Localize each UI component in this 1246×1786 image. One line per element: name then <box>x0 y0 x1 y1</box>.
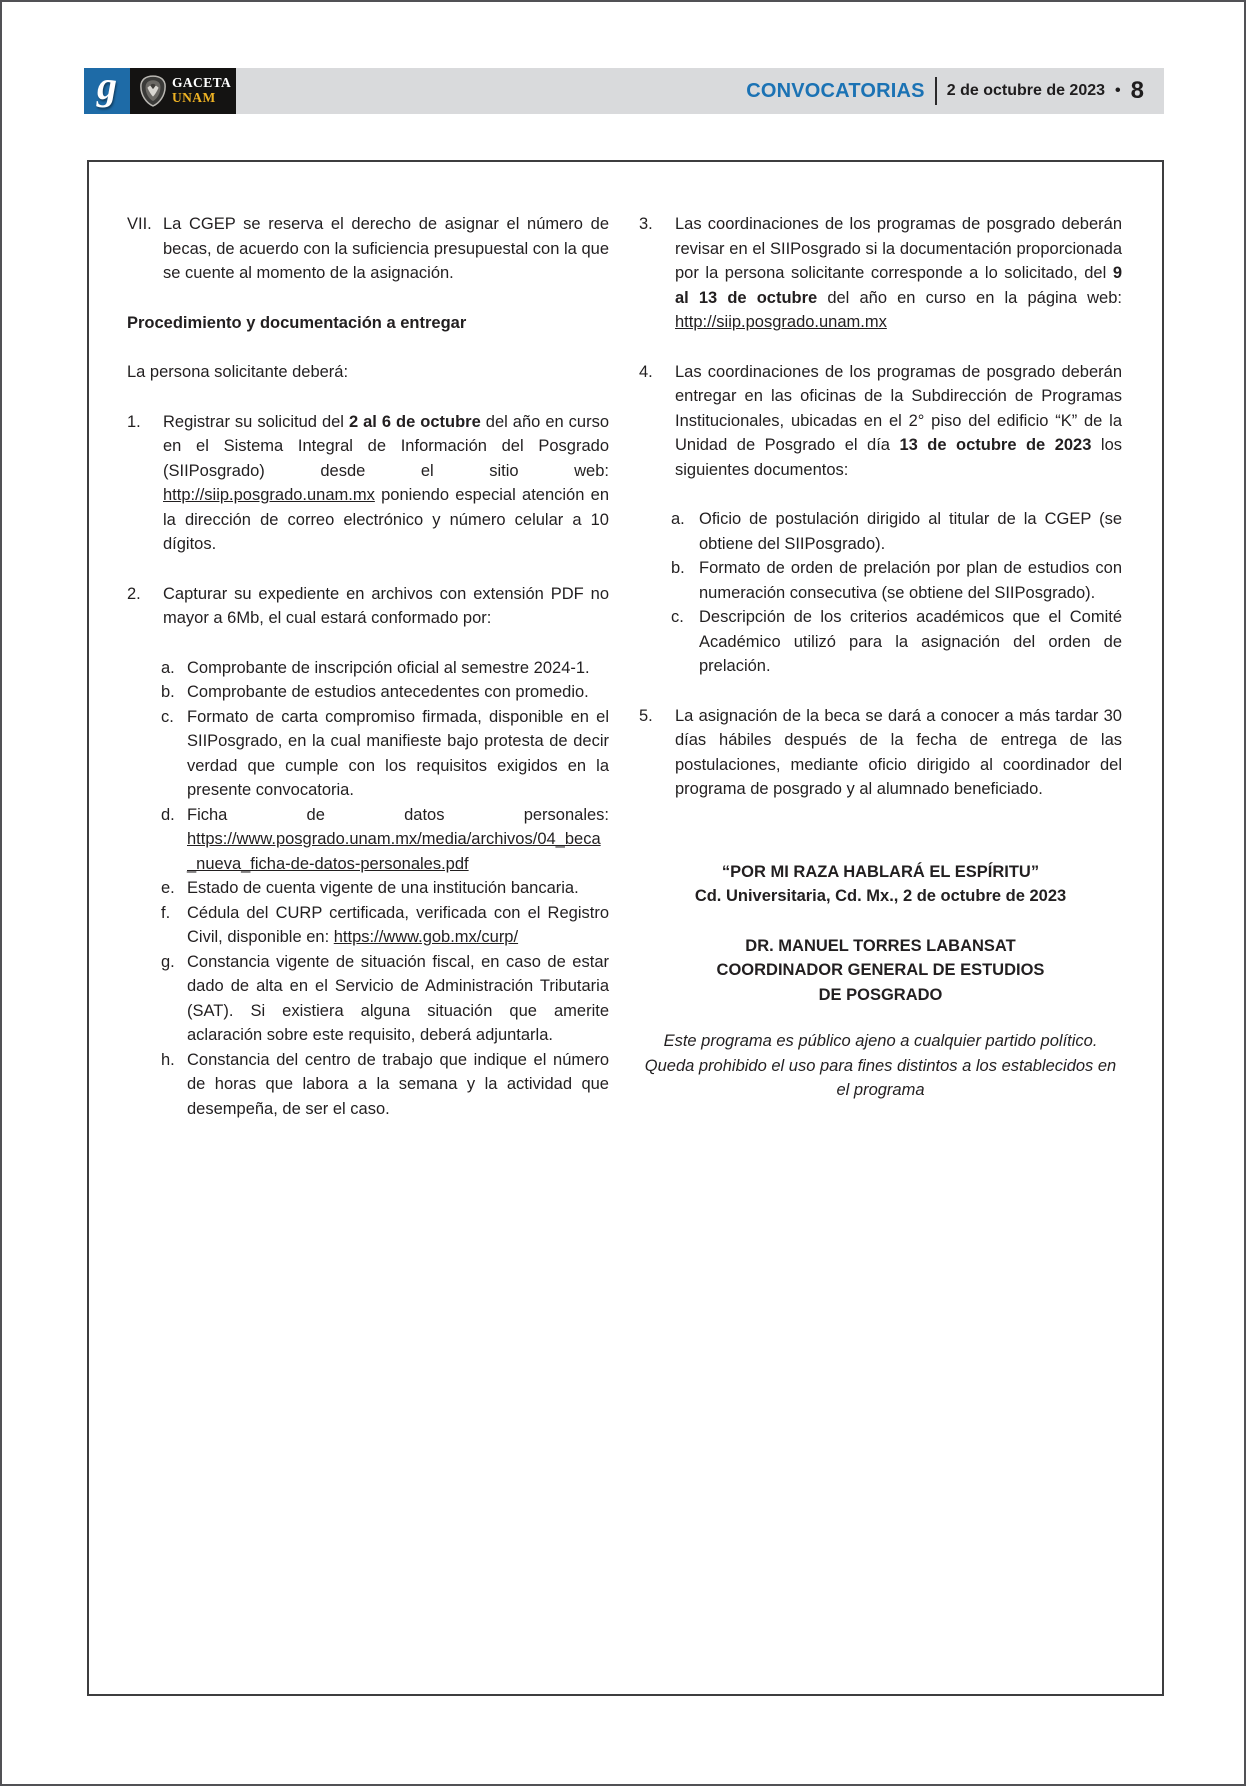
signature-block <box>639 934 1122 1008</box>
list-item-h-text <box>187 1051 609 1118</box>
list-item-c-label: c. <box>161 707 174 726</box>
signatory-name: DR. MANUEL TORRES LABANSAT <box>745 936 1016 955</box>
motto-line-1: “POR MI RAZA HABLARÁ EL ESPÍRITU” <box>721 862 1040 881</box>
content-frame <box>87 160 1164 1696</box>
left-column <box>127 212 609 1121</box>
text-segment: Registrar su solicitud del <box>163 412 349 431</box>
item-2-text <box>163 585 609 628</box>
list-item-b2-text <box>699 559 1122 602</box>
right-column <box>639 212 1122 1103</box>
text-segment: La asignación de la beca se dará a conocer a más tardar 30 días hábiles después de la fecha de entrega de las postulaciones, mediante oficio dirigido al coordinador del programa de posgrado y al alumnado beneficiado. <box>675 706 1122 798</box>
text-segment: 13 de octubre de 2023 <box>899 436 1092 454</box>
numbered-item-1 <box>127 410 609 557</box>
text-segment: Capturar su expediente en archivos con extensión PDF no mayor a 6Mb, el cual estará conformado por: <box>163 584 609 627</box>
issue-date: 2 de octubre de 2023 <box>946 82 1106 99</box>
text-segment: 9 al 13 de octubre <box>675 264 1122 307</box>
section-title: CONVOCATORIAS <box>746 79 925 102</box>
text-segment: La CGEP se reserva el derecho de asignar el número de becas, de acuerdo con la suficiencia presupuestal con la que se cuente al momento de la asignación. <box>163 215 609 282</box>
text-segment: Constancia vigente de situación fiscal, en caso de estar dado de alta en el Servicio de Administración Tributaria (SAT). Si existiera alguna situación que amerite aclaración sobre este requisito, deberá adjuntarla. <box>187 952 609 1044</box>
list-item-e <box>161 876 609 901</box>
delivery-checklist <box>671 507 1122 679</box>
item-2-label: 2. <box>127 584 141 603</box>
signatory-title-line-2: DE POSGRADO <box>818 985 943 1004</box>
list-item-f-text <box>187 904 609 947</box>
list-item-a2-text <box>699 510 1122 553</box>
link-ficha-datos-personales[interactable]: https://www.posgrado.unam.mx/media/archivos/04_beca_nueva_ficha-de-datos-personales.pdf <box>187 830 601 873</box>
item-5-text <box>675 707 1122 799</box>
gaceta-wordmark <box>172 76 231 105</box>
text-segment: Descripción de los criterios académicos que el Comité Académico utilizó para la asignación del orden de prelación. <box>699 608 1122 675</box>
list-item-d-text <box>187 806 609 873</box>
text-segment: Formato de carta compromiso firmada, disponible en el SIIPosgrado, en la cual manifieste bajo protesta de decir verdad que cumple con los requisitos exigidos en la presente convocatoria. <box>187 707 609 799</box>
list-item-g-text <box>187 953 609 1045</box>
numbered-item-5 <box>639 704 1122 802</box>
gaceta-unam-logo <box>130 68 236 114</box>
list-item-e-label: e. <box>161 879 175 897</box>
text-segment: poniendo especial atención en la dirección de correo electrónico y número celular a 10 dígitos. <box>163 486 609 553</box>
list-item-c2 <box>671 605 1122 679</box>
numbered-item-2 <box>127 582 609 631</box>
motto-block <box>639 860 1122 909</box>
item-1-label: 1. <box>127 412 141 431</box>
page-number: 8 <box>1130 77 1144 104</box>
item-4-text <box>675 363 1122 479</box>
procedure-heading: Procedimiento y documentación a entregar <box>127 313 467 332</box>
item-5-label: 5. <box>639 706 653 725</box>
list-item-a2 <box>671 507 1122 556</box>
clause-vii-label: VII. <box>127 215 152 233</box>
item-3-text <box>675 215 1122 331</box>
signatory-title-line-1: COORDINADOR GENERAL DE ESTUDIOS <box>716 961 1045 979</box>
list-item-c2-label: c. <box>671 608 684 626</box>
item-3-label: 3. <box>639 215 653 233</box>
text-segment: Cédula del CURP certificada, verificada con el Registro Civil, disponible en: <box>187 903 609 946</box>
list-item-c2-text <box>699 608 1122 675</box>
list-item-h-label: h. <box>161 1050 175 1069</box>
item-4-label: 4. <box>639 362 653 381</box>
unam-crest-icon <box>139 75 167 107</box>
list-item-b2 <box>671 556 1122 605</box>
list-item-b-text <box>187 683 589 701</box>
clause-vii-text <box>163 215 609 282</box>
text-segment: los siguientes documentos: <box>675 436 1122 479</box>
list-item-d-label: d. <box>161 805 175 824</box>
text-segment: Comprobante de estudios antecedentes con promedio. <box>187 683 589 701</box>
text-segment: Oficio de postulación dirigido al titular de la CGEP (se obtiene del SIIPosgrado). <box>699 510 1122 553</box>
list-item-c <box>161 705 609 803</box>
list-item-a-label: a. <box>161 658 175 677</box>
text-segment: Comprobante de inscripción oficial al semestre 2024-1. <box>187 658 590 677</box>
intro-text: La persona solicitante deberá: <box>127 363 349 381</box>
text-segment: Ficha de datos personales: <box>187 805 609 824</box>
numbered-item-4 <box>639 360 1122 483</box>
motto-line-2: Cd. Universitaria, Cd. Mx., 2 de octubre de 2023 <box>694 887 1067 905</box>
list-item-g <box>161 950 609 1048</box>
list-item-b <box>161 680 609 705</box>
unam-text: UNAM <box>172 90 216 105</box>
text-segment: del año en curso en el Sistema Integral de Información del Posgrado (SIIPosgrado) desde el sitio web: <box>163 412 610 480</box>
bullet-separator: • <box>1115 82 1121 99</box>
list-item-f <box>161 901 609 950</box>
document-checklist <box>161 656 609 1122</box>
list-item-b-label: b. <box>161 683 175 701</box>
text-segment: Las coordinaciones de los programas de posgrado deberán revisar en el SIIPosgrado si la documentación proporcionada por la persona solicitante corresponde a lo solicitado, del <box>675 215 1122 282</box>
list-item-a2-label: a. <box>671 510 685 528</box>
list-item-c-text <box>187 708 609 800</box>
text-segment: Las coordinaciones de los programas de posgrado deberán entregar en las oficinas de la Subdirección de Programas Institucionales, ubicadas en el 2° piso del edificio “K” de la Unidad de Posgrado el día <box>675 362 1122 454</box>
gaceta-logo-box <box>84 63 130 114</box>
list-item-g-label: g. <box>161 952 175 971</box>
link-siip-posgrado-revision[interactable]: http://siip.posgrado.unam.mx <box>675 313 887 331</box>
link-siip-posgrado-registro[interactable]: http://siip.posgrado.unam.mx <box>163 486 375 504</box>
clause-vii <box>127 212 609 286</box>
text-segment: Constancia del centro de trabajo que indique el número de horas que labora a la semana y la actividad que desempeña, de ser el caso. <box>187 1050 609 1118</box>
list-item-d <box>161 803 609 877</box>
masthead-bar <box>236 68 1164 114</box>
gaceta-text: GACETA <box>172 75 232 91</box>
numbered-item-3 <box>639 212 1122 335</box>
text-segment: del año en curso en la página web: <box>817 288 1122 307</box>
list-item-h <box>161 1048 609 1122</box>
list-item-a-text <box>187 659 590 677</box>
list-item-e-text <box>187 879 579 897</box>
list-item-b2-label: b. <box>671 559 685 577</box>
list-item-a <box>161 656 609 681</box>
text-segment: Formato de orden de prelación por plan de estudios con numeración consecutiva (se obtiene del SIIPosgrado). <box>699 559 1122 602</box>
separator-bar <box>935 77 937 105</box>
link-curp[interactable]: https://www.gob.mx/curp/ <box>333 928 519 946</box>
item-1-text <box>163 413 609 554</box>
list-item-f-label: f. <box>161 903 171 922</box>
gaceta-g-icon: g <box>97 63 117 108</box>
text-segment: Estado de cuenta vigente de una institución bancaria. <box>187 879 579 897</box>
text-segment: 2 al 6 de octubre <box>348 412 481 431</box>
legal-notice: Este programa es público ajeno a cualquier partido político. Queda prohibido el uso para fines distintos a los establecidos en el programa <box>644 1032 1117 1099</box>
masthead <box>84 63 1164 114</box>
